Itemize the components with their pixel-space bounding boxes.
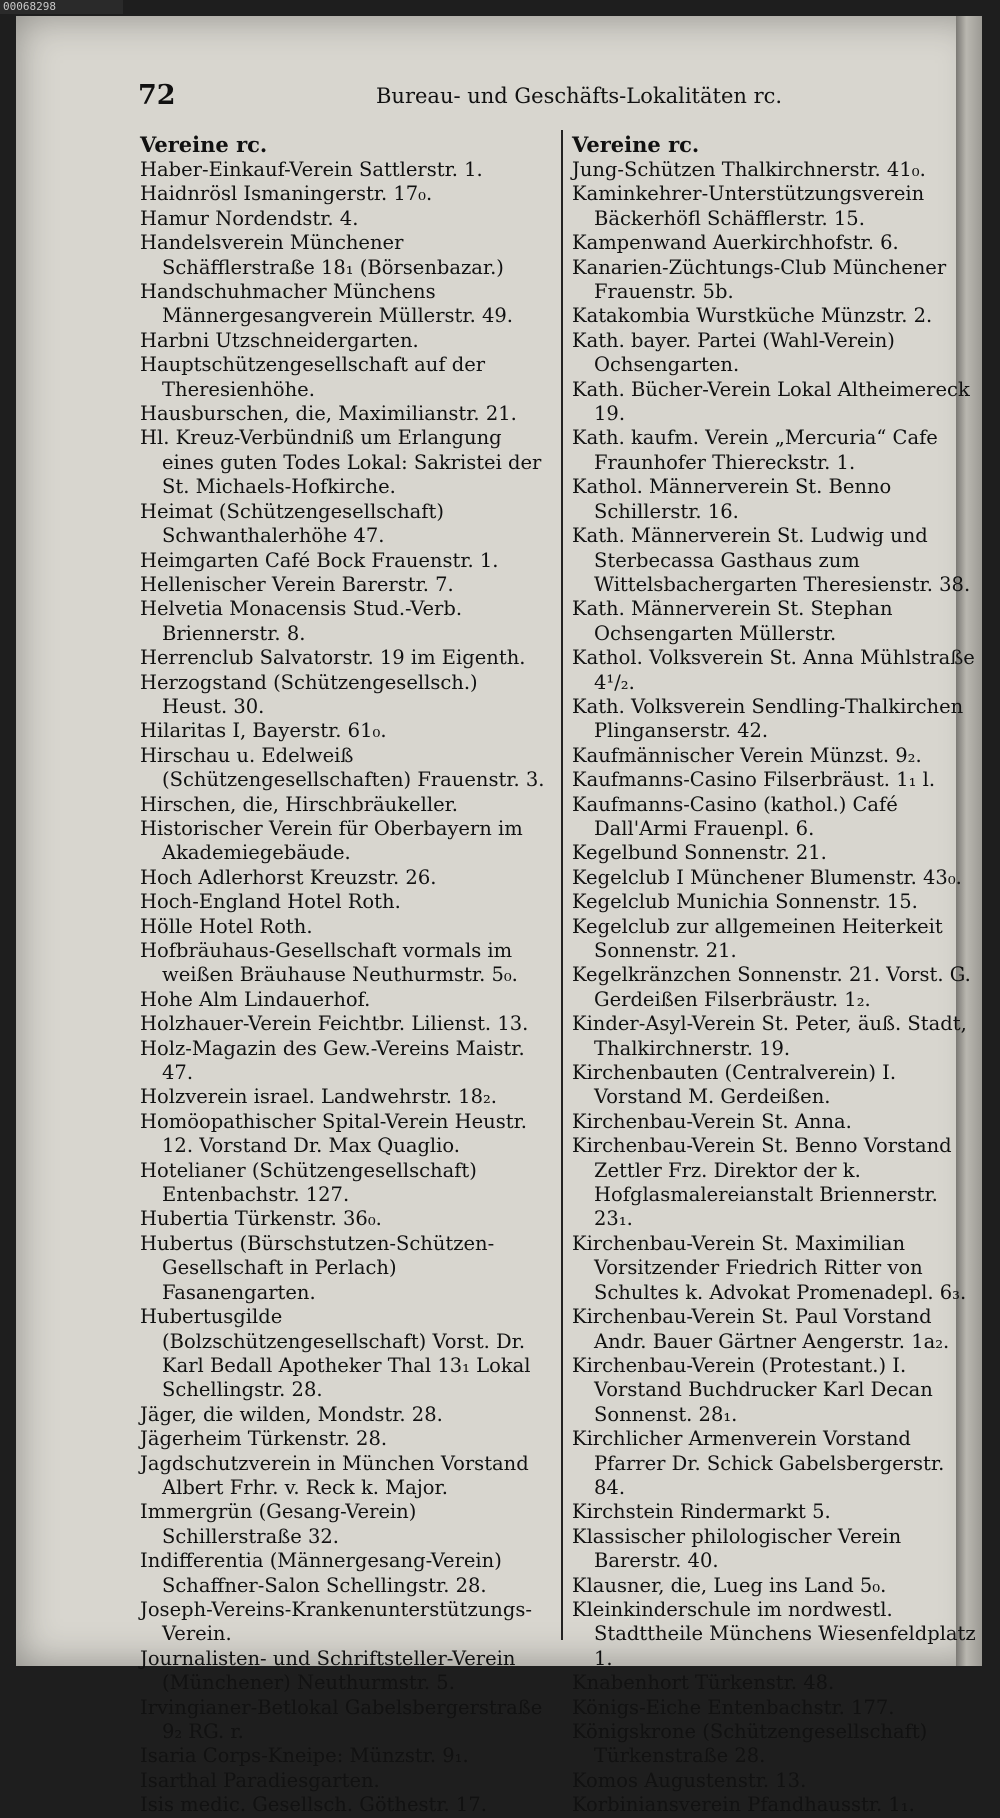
directory-entry: Katakombia Wurstküche Münzstr. 2. — [572, 304, 933, 328]
left-column-heading: Vereine rc. — [140, 132, 268, 157]
page-header — [16, 80, 956, 120]
directory-entry: Jagdschutzverein in München Vorstand Albert Frhr. v. Reck k. Major. — [140, 1451, 529, 1499]
directory-entry: Hausburschen, die, Maximilianstr. 21. — [140, 402, 517, 426]
directory-entry: Hoch-England Hotel Roth. — [140, 890, 401, 914]
directory-entry: Haidnrösl Ismaningerstr. 17₀. — [140, 182, 433, 206]
directory-entry: Helvetia Monacensis Stud.-Verb. Briennerstr. 8. — [140, 597, 463, 645]
directory-entry: Komos Augustenstr. 13. — [572, 1768, 807, 1792]
directory-entry: Kirchstein Rindermarkt 5. — [572, 1500, 831, 1524]
directory-entry: Klassischer philologischer Verein Barerstr. 40. — [572, 1524, 902, 1573]
directory-entry: Herzogstand (Schützengesellsch.) Heust. 30. — [140, 670, 478, 718]
directory-entry: Hofbräuhaus-Gesellschaft vormals im weißen Bräuhause Neuthurmstr. 5₀. — [140, 939, 518, 987]
directory-entry: Kaufmanns-Casino Filserbräust. 1₁ l. — [572, 768, 936, 792]
directory-entry: Hirschau u. Edelweiß (Schützengesellschaften) Frauenstr. 3. — [140, 743, 545, 792]
directory-entry: Kirchenbau-Verein St. Maximilian Vorsitzender Friedrich Ritter von Schultes k. Advokat Promenadepl. 6₃. — [572, 1231, 967, 1304]
directory-entry: Hubertus (Bürschstutzen-Schützen-Gesellschaft in Perlach) Fasanengarten. — [140, 1231, 495, 1304]
directory-entry: Holzhauer-Verein Feichtbr. Lilienst. 13. — [140, 1012, 529, 1036]
directory-entry: Königskrone (Schützengesellschaft) Türkenstraße 28. — [572, 1720, 928, 1768]
directory-entry: Kaufmanns-Casino (kathol.) Café Dall'Armi Frauenpl. 6. — [572, 792, 898, 840]
directory-entry: Kanarien-Züchtungs-Club Münchener Frauenstr. 5b. — [572, 255, 947, 304]
directory-entry: Kathol. Männerverein St. Benno Schillerstr. 16. — [572, 475, 892, 523]
directory-entry: Irvingianer-Betlokal Gabelsbergerstraße 9₂ RG. r. — [140, 1695, 543, 1743]
directory-entry: Homöopathischer Spital-Verein Heustr. 12. Vorstand Dr. Max Quaglio. — [140, 1109, 527, 1158]
directory-entry: Königs-Eiche Entenbachstr. 177. — [572, 1695, 895, 1719]
directory-entry: Kegelkränzchen Sonnenstr. 21. Vorst. G. Gerdeißen Filserbräustr. 1₂. — [572, 963, 971, 1011]
directory-entry: Indifferentia (Männergesang-Verein) Schaffner-Salon Schellingstr. 28. — [140, 1549, 502, 1597]
directory-entry: Kaminkehrer-Unterstützungsverein Bäckerhöfl Schäfflerstr. 15. — [572, 182, 925, 230]
directory-entry: Holzverein israel. Landwehrstr. 18₂. — [140, 1085, 498, 1109]
directory-entry: Knabenhort Türkenstr. 48. — [572, 1671, 835, 1695]
directory-entry: Kleinkinderschule im nordwestl. Stadttheile Münchens Wiesenfeldplatz 1. — [572, 1597, 976, 1670]
running-head: Bureau- und Geschäfts-Lokalitäten rc. — [376, 84, 783, 108]
directory-entry: Hubertusgilde (Bolzschützengesellschaft) Vorst. Dr. Karl Bedall Apotheker Thal 13₁ Lokal Schellingstr. 28. — [140, 1305, 531, 1402]
directory-entry: Kirchenbau-Verein St. Benno Vorstand Zettler Frz. Direktor der k. Hofglasmalereianstalt Briennerstr. 23₁. — [572, 1134, 952, 1231]
directory-entry: Kath. Volksverein Sendling-Thalkirchen Plinganserstr. 42. — [572, 694, 964, 743]
directory-entry: Handelsverein Münchener Schäfflerstraße 18₁ (Börsenbazar.) — [140, 231, 504, 279]
directory-entry: Kath. Bücher-Verein Lokal Altheimereck 19. — [572, 377, 970, 426]
directory-entry: Historischer Verein für Oberbayern im Akademiegebäude. — [140, 816, 523, 865]
directory-entry: Hellenischer Verein Barerstr. 7. — [140, 572, 454, 596]
directory-entry: Kath. bayer. Partei (Wahl-Verein) Ochsengarten. — [572, 328, 895, 377]
directory-entry: Journalisten- und Schriftsteller-Verein (Münchener) Neuthurmstr. 5. — [140, 1646, 516, 1695]
page-number: 72 — [138, 80, 176, 111]
directory-entry: Kath. kaufm. Verein „Mercuria“ Cafe Fraunhofer Thiereckstr. 1. — [572, 426, 938, 474]
directory-entry: Holz-Magazin des Gew.-Vereins Maistr. 47. — [140, 1036, 525, 1085]
directory-entry: Kath. Männerverein St. Ludwig und Sterbecassa Gasthaus zum Wittelsbachergarten Theresienstr. 38. — [572, 524, 971, 596]
directory-entry: Kirchenbau-Verein St. Anna. — [572, 1109, 852, 1133]
directory-entry: Kegelclub Munichia Sonnenstr. 15. — [572, 890, 918, 914]
directory-entry: Kegelclub I Münchener Blumenstr. 43₀. — [572, 865, 962, 889]
directory-entry: Jägerheim Türkenstr. 28. — [140, 1427, 388, 1451]
directory-entry: Heimgarten Café Bock Frauenstr. 1. — [140, 548, 499, 572]
directory-entry: Immergrün (Gesang-Verein) Schillerstraße 32. — [140, 1500, 417, 1548]
directory-entry: Kath. Männerverein St. Stephan Ochsengarten Müllerstr. — [572, 597, 893, 645]
directory-entry: Kaufmännischer Verein Münzst. 9₂. — [572, 743, 922, 767]
directory-entry: Kegelbund Sonnenstr. 21. — [572, 841, 827, 865]
directory-entry: Isaria Corps-Kneipe: Münzstr. 9₁. — [140, 1744, 469, 1768]
directory-entry: Hauptschützengesellschaft auf der Theresienhöhe. — [140, 353, 486, 401]
left-column — [140, 132, 545, 1818]
directory-entry: Hoch Adlerhorst Kreuzstr. 26. — [140, 865, 437, 889]
directory-entry: Isarthal Paradiesgarten. — [140, 1768, 380, 1792]
directory-entry: Kirchenbauten (Centralverein) I. Vorstand M. Gerdeißen. — [572, 1061, 897, 1109]
right-column — [572, 132, 977, 1818]
directory-entry: Joseph-Vereins-Krankenunterstützungs-Verein. — [140, 1597, 532, 1646]
directory-entry: Herrenclub Salvatorstr. 19 im Eigenth. — [140, 646, 526, 670]
directory-entry: Jung-Schützen Thalkirchnerstr. 41₀. — [572, 158, 926, 181]
directory-entry: Hl. Kreuz-Verbündniß um Erlangung eines guten Todes Lokal: Sakristei der St. Michaels-Hofkirche. — [140, 426, 542, 499]
directory-entry: Handschuhmacher Münchens Männergesangverein Müllerstr. 49. — [140, 280, 513, 328]
directory-entry: Hamur Nordendstr. 4. — [140, 206, 359, 230]
right-column-heading: Vereine rc. — [572, 132, 700, 157]
directory-entry: Harbni Utzschneidergarten. — [140, 328, 419, 352]
directory-entry: Kampenwand Auerkirchhofstr. 6. — [572, 231, 899, 255]
directory-entry: Hubertia Türkenstr. 36₀. — [140, 1207, 382, 1231]
directory-entry: Haber-Einkauf-Verein Sattlerstr. 1. — [140, 158, 483, 181]
scan-identifier: 00068298 — [0, 0, 123, 14]
directory-entry: Hotelianer (Schützengesellschaft) Entenbachstr. 127. — [140, 1158, 477, 1207]
book-page — [16, 16, 982, 1817]
directory-entry: Kathol. Volksverein St. Anna Mühlstraße 4¹/₂. — [572, 646, 975, 694]
directory-entry: Klausner, die, Lueg ins Land 5₀. — [572, 1573, 887, 1597]
directory-entry: Kegelclub zur allgemeinen Heiterkeit Sonnenstr. 21. — [572, 914, 943, 962]
directory-entry: Hölle Hotel Roth. — [140, 914, 313, 938]
directory-entry: Kirchenbau-Verein St. Paul Vorstand Andr. Bauer Gärtner Aengerstr. 1a₂. — [572, 1305, 950, 1353]
directory-entry: Kinder-Asyl-Verein St. Peter, äuß. Stadt, Thalkirchnerstr. 19. — [572, 1012, 967, 1060]
directory-entry: Isis medic. Gesellsch. Göthestr. 17. — [140, 1793, 487, 1817]
directory-entry: Korbiniansverein Pfandhausstr. 1₁. — [572, 1793, 915, 1817]
directory-entry: Heimat (Schützengesellschaft) Schwanthalerhöhe 47. — [140, 499, 444, 548]
directory-entry: Kirchlicher Armenverein Vorstand Pfarrer Dr. Schick Gabelsbergerstr. 84. — [572, 1427, 945, 1499]
directory-entry: Hilaritas I, Bayerstr. 61₀. — [140, 719, 387, 743]
directory-entry: Jäger, die wilden, Mondstr. 28. — [140, 1402, 443, 1426]
directory-entry: Hohe Alm Lindauerhof. — [140, 987, 371, 1011]
directory-entry: Hirschen, die, Hirschbräukeller. — [140, 792, 458, 816]
column-divider — [561, 130, 563, 1640]
directory-entry: Kirchenbau-Verein (Protestant.) I. Vorstand Buchdrucker Karl Decan Sonnenst. 28₁. — [572, 1353, 933, 1426]
